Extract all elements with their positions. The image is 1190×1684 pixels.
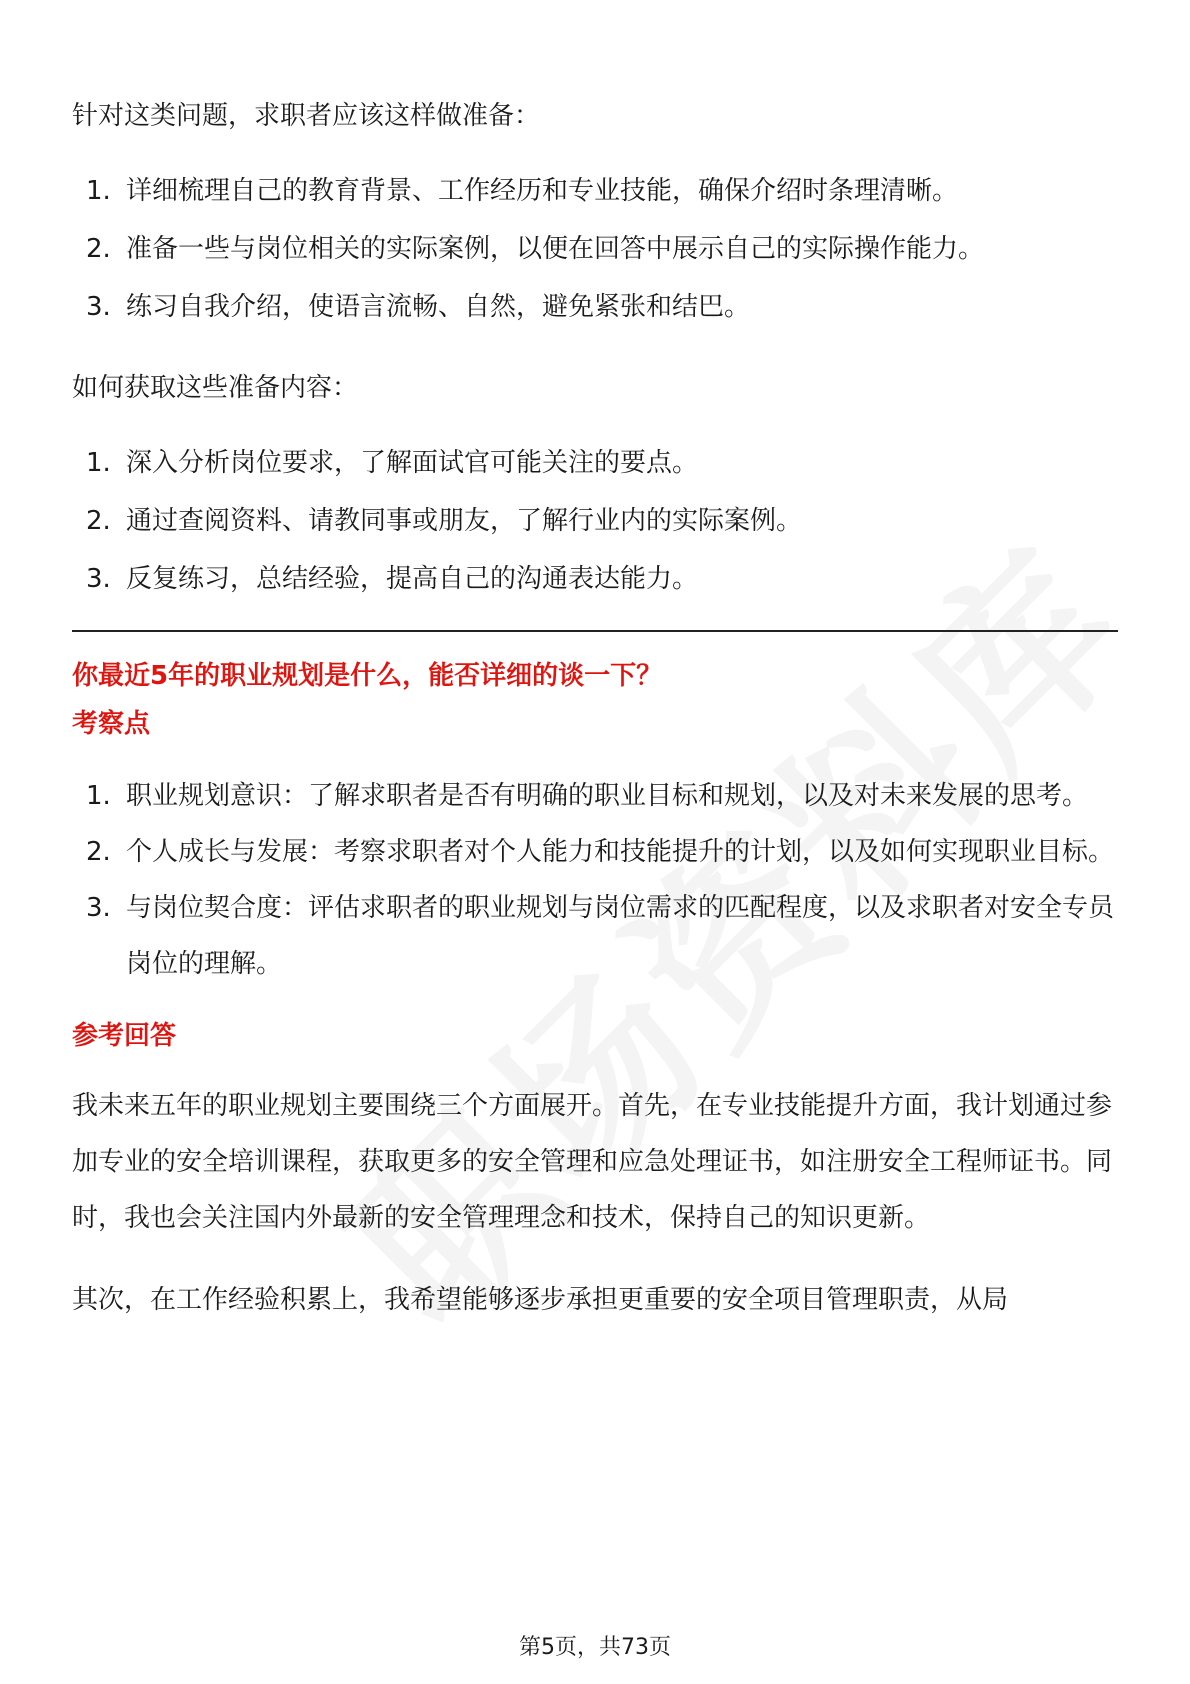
list-item xyxy=(72,492,1118,550)
list-text: 练习自我介绍，使语言流畅、自然，避免紧张和结巴。 xyxy=(126,292,751,322)
list-text: 职业规划意识：了解求职者是否有明确的职业目标和规划，以及对未来发展的思考。 xyxy=(126,781,1089,811)
list-text: 与岗位契合度：评估求职者的职业规划与岗位需求的匹配程度，以及求职者对安全专员岗位的理解。 xyxy=(126,893,1115,979)
list-number: 1. xyxy=(86,781,111,811)
list-number: 2. xyxy=(86,506,111,536)
list-number: 2. xyxy=(86,234,111,264)
page-content xyxy=(72,88,1118,1328)
prep-list xyxy=(72,162,1118,336)
get-list xyxy=(72,434,1118,608)
prep-intro: 针对这类问题，求职者应该这样做准备： xyxy=(72,101,541,131)
list-number: 3. xyxy=(86,564,111,594)
list-item xyxy=(72,824,1118,880)
list-text: 反复练习，总结经验，提高自己的沟通表达能力。 xyxy=(126,564,699,594)
answer-paragraph: 其次，在工作经验积累上，我希望能够逐步承担更重要的安全项目管理职责，从局 xyxy=(72,1285,1009,1315)
list-item xyxy=(72,880,1118,992)
list-number: 1. xyxy=(86,448,111,478)
list-item xyxy=(72,434,1118,492)
list-item xyxy=(72,162,1118,220)
points-heading: 考察点 xyxy=(72,709,151,739)
answer-heading: 参考回答 xyxy=(72,1021,177,1051)
list-text: 深入分析岗位要求，了解面试官可能关注的要点。 xyxy=(126,448,699,478)
list-item xyxy=(72,768,1118,824)
list-text: 个人成长与发展：考察求职者对个人能力和技能提升的计划，以及如何实现职业目标。 xyxy=(126,837,1115,867)
list-item xyxy=(72,278,1118,336)
list-text: 通过查阅资料、请教同事或朋友，了解行业内的实际案例。 xyxy=(126,506,803,536)
list-text: 准备一些与岗位相关的实际案例，以便在回答中展示自己的实际操作能力。 xyxy=(126,234,985,264)
answer-paragraph: 我未来五年的职业规划主要围绕三个方面展开。首先，在专业技能提升方面，我计划通过参加专业的安全培训课程，获取更多的安全管理和应急处理证书，如注册安全工程师证书。同时，我也会关注国内外最新的安全管理理念和技术，保持自己的知识更新。 xyxy=(72,1091,1113,1233)
page-number: 第5页，共73页 xyxy=(519,1635,671,1660)
list-number: 2. xyxy=(86,837,111,867)
question-title: 你最近5年的职业规划是什么，能否详细的谈一下？ xyxy=(72,661,663,691)
list-text: 详细梳理自己的教育背景、工作经历和专业技能，确保介绍时条理清晰。 xyxy=(126,176,959,206)
list-item xyxy=(72,220,1118,278)
list-number: 3. xyxy=(86,292,111,322)
get-intro: 如何获取这些准备内容： xyxy=(72,373,359,403)
points-list xyxy=(72,768,1118,992)
list-number: 3. xyxy=(86,893,111,923)
list-number: 1. xyxy=(86,176,111,206)
section-divider xyxy=(72,630,1118,632)
list-item xyxy=(72,550,1118,608)
